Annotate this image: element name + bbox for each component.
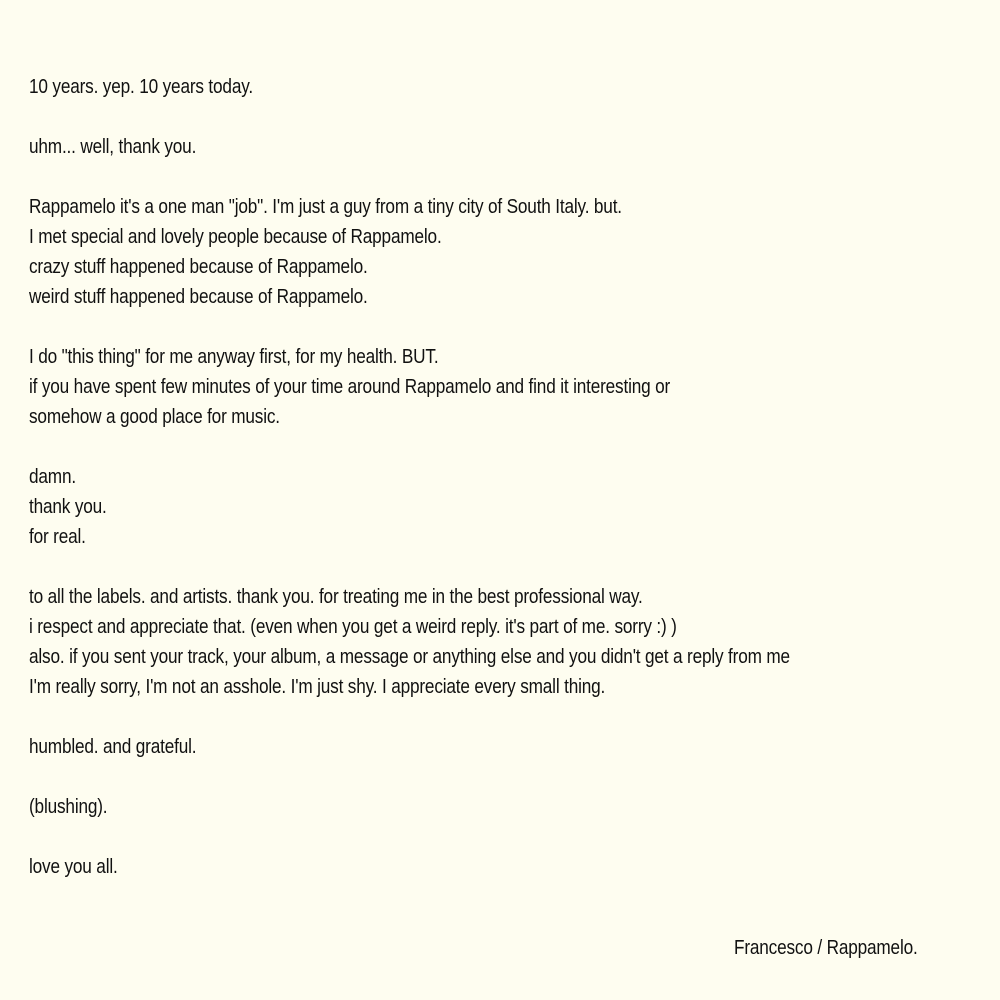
text-line: I do "this thing" for me anyway first, for my health. BUT. bbox=[29, 346, 439, 368]
paragraph bbox=[29, 582, 989, 702]
paragraph bbox=[29, 342, 989, 432]
text-line: crazy stuff happened because of Rappamelo. bbox=[29, 256, 368, 278]
text-line: humbled. and grateful. bbox=[29, 736, 197, 758]
text-line: for real. bbox=[29, 526, 86, 548]
paragraph-gap bbox=[29, 312, 989, 342]
text-line: somehow a good place for music. bbox=[29, 406, 280, 428]
paragraph-gap bbox=[29, 552, 989, 582]
signature: Francesco / Rappamelo. bbox=[734, 937, 918, 959]
paragraph bbox=[29, 192, 989, 312]
text-line: to all the labels. and artists. thank you. for treating me in the best professional way. bbox=[29, 586, 643, 608]
paragraph bbox=[29, 792, 989, 822]
text-line: damn. bbox=[29, 466, 76, 488]
paragraph-gap bbox=[29, 822, 989, 852]
paragraph-gap bbox=[29, 762, 989, 792]
text-line: i respect and appreciate that. (even when you get a weird reply. it's part of me. sorry :) ) bbox=[29, 616, 677, 638]
paragraph-gap bbox=[29, 702, 989, 732]
paragraph bbox=[29, 72, 989, 102]
text-line: (blushing). bbox=[29, 796, 108, 818]
text-line: I'm really sorry, I'm not an asshole. I'm just shy. I appreciate every small thing. bbox=[29, 676, 606, 698]
text-line: I met special and lovely people because of Rappamelo. bbox=[29, 226, 442, 248]
paragraph bbox=[29, 732, 989, 762]
paragraph bbox=[29, 852, 989, 882]
text-line: if you have spent few minutes of your time around Rappamelo and find it interesting or bbox=[29, 376, 671, 398]
text-line: uhm... well, thank you. bbox=[29, 136, 197, 158]
letter-body bbox=[29, 72, 989, 882]
text-line: also. if you sent your track, your album, a message or anything else and you didn't get a reply from me bbox=[29, 646, 790, 668]
paragraph-gap bbox=[29, 432, 989, 462]
text-line: Rappamelo it's a one man "job". I'm just a guy from a tiny city of South Italy. but. bbox=[29, 196, 622, 218]
paragraph bbox=[29, 462, 989, 552]
text-line: weird stuff happened because of Rappamelo. bbox=[29, 286, 368, 308]
paragraph-gap bbox=[29, 162, 989, 192]
text-line: thank you. bbox=[29, 496, 107, 518]
text-line: 10 years. yep. 10 years today. bbox=[29, 76, 253, 98]
text-line: love you all. bbox=[29, 856, 118, 878]
paragraph-gap bbox=[29, 102, 989, 132]
paragraph bbox=[29, 132, 989, 162]
